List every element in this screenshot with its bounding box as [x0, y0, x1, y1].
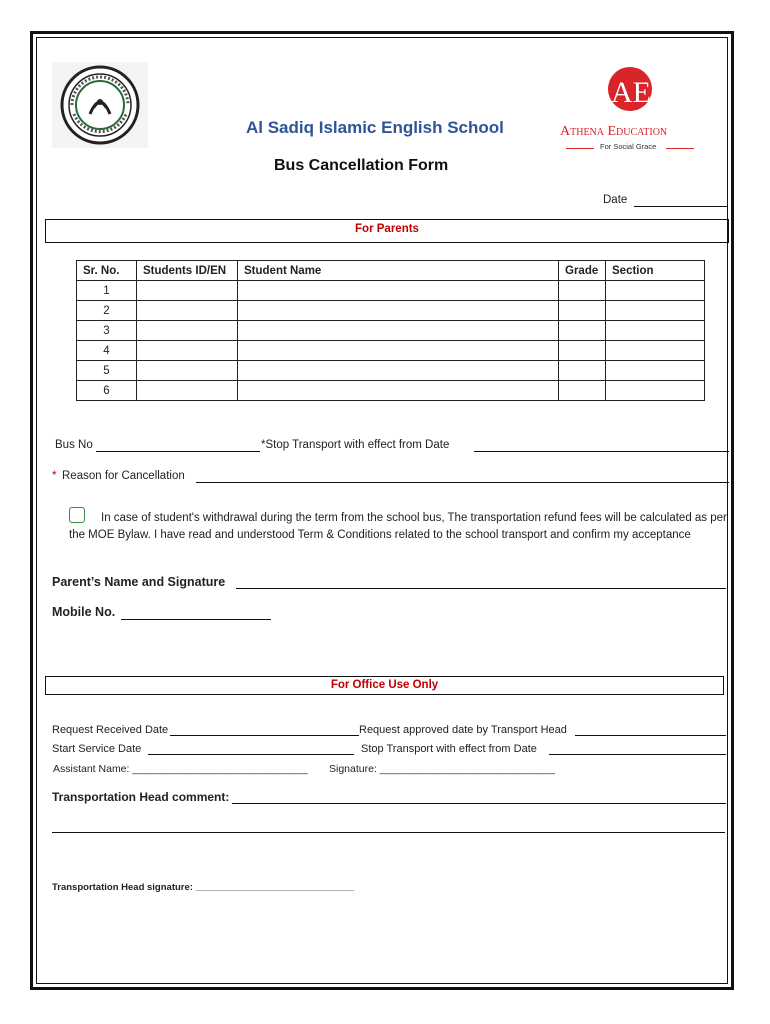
stop-transport-date-field[interactable]: [474, 451, 729, 452]
table-row: [77, 381, 705, 401]
date-label: Date: [603, 194, 628, 206]
column-header: Section: [606, 261, 705, 281]
student-name-cell[interactable]: [238, 341, 559, 361]
office-section-header: [45, 676, 724, 695]
grade-cell[interactable]: [559, 321, 606, 341]
request-received-field[interactable]: [170, 735, 359, 736]
grade-cell[interactable]: [559, 361, 606, 381]
athena-logo-name: Athena Education: [560, 124, 668, 139]
student-name-cell[interactable]: [238, 381, 559, 401]
head-comment-field[interactable]: [232, 803, 726, 804]
column-header: Student Name: [238, 261, 559, 281]
student-name-cell[interactable]: [238, 301, 559, 321]
head-comment-label: Transportation Head comment:: [52, 790, 230, 804]
student-id-cell[interactable]: [137, 281, 238, 301]
parent-signature-label: Parent’s Name and Signature: [52, 575, 226, 589]
column-header: Students ID/EN: [137, 261, 238, 281]
grade-cell[interactable]: [559, 281, 606, 301]
reason-field[interactable]: [196, 482, 729, 483]
table-row: [77, 281, 705, 301]
section-cell[interactable]: [606, 321, 705, 341]
student-id-cell[interactable]: [137, 361, 238, 381]
stop-transport-label: *Stop Transport with effect from Date: [261, 439, 450, 451]
signature-label: Signature: ______________________________: [329, 763, 555, 775]
head-signature-label: Transportation Head signature: ______________________________: [52, 882, 355, 893]
student-name-cell[interactable]: [238, 281, 559, 301]
request-received-label: Request Received Date: [52, 724, 169, 736]
grade-cell[interactable]: [559, 381, 606, 401]
column-header: Sr. No.: [77, 261, 137, 281]
student-id-cell[interactable]: [137, 381, 238, 401]
section-cell[interactable]: [606, 281, 705, 301]
row-number: 5: [77, 361, 137, 381]
school-seal-logo: [52, 62, 148, 148]
parents-section-title: For Parents: [355, 223, 419, 235]
bus-no-field[interactable]: [96, 451, 260, 452]
athena-logo-tagline: For Social Grace: [566, 142, 694, 154]
parents-section-header: [45, 219, 729, 243]
table-header-row: [77, 261, 705, 281]
start-service-label: Start Service Date: [52, 743, 142, 755]
row-number: 4: [77, 341, 137, 361]
mobile-field[interactable]: [121, 619, 271, 620]
row-number: 3: [77, 321, 137, 341]
student-id-cell[interactable]: [137, 301, 238, 321]
student-id-cell[interactable]: [137, 341, 238, 361]
student-name-cell[interactable]: [238, 321, 559, 341]
grade-cell[interactable]: [559, 341, 606, 361]
assistant-name-label: Assistant Name: ______________________________: [53, 763, 308, 775]
athena-logo-letters: AE: [611, 76, 651, 109]
reason-label: Reason for Cancellation: [62, 470, 185, 482]
mobile-label: Mobile No.: [52, 605, 116, 619]
school-name: Al Sadiq Islamic English School: [246, 118, 504, 137]
request-approved-label: Request approved date by Transport Head: [359, 724, 567, 736]
parent-signature-field[interactable]: [236, 588, 726, 589]
office-section-title: For Office Use Only: [330, 679, 439, 691]
athena-logo: [556, 62, 706, 158]
student-name-cell[interactable]: [238, 361, 559, 381]
section-cell[interactable]: [606, 381, 705, 401]
required-asterisk: *: [52, 470, 57, 482]
section-cell[interactable]: [606, 341, 705, 361]
table-row: [77, 341, 705, 361]
students-table: [76, 260, 705, 401]
date-field[interactable]: [634, 206, 727, 207]
row-number: 2: [77, 301, 137, 321]
table-row: [77, 321, 705, 341]
student-id-cell[interactable]: [137, 321, 238, 341]
table-row: [77, 301, 705, 321]
bus-no-label: Bus No: [55, 439, 93, 451]
row-number: 6: [77, 381, 137, 401]
start-service-field[interactable]: [148, 754, 354, 755]
form-title: Bus Cancellation Form: [274, 157, 449, 174]
grade-cell[interactable]: [559, 301, 606, 321]
office-stop-transport-field[interactable]: [549, 754, 726, 755]
declaration-text: In case of student's withdrawal during the term from the school bus, The transportation refund fees will be calculated as per the MOE Bylaw. I have read and understood Term & Conditions related to the school transport and confirm my acceptance: [69, 512, 727, 541]
section-cell[interactable]: [606, 361, 705, 381]
office-stop-transport-label: Stop Transport with effect from Date: [361, 743, 537, 755]
request-approved-field[interactable]: [575, 735, 726, 736]
row-number: 1: [77, 281, 137, 301]
section-cell[interactable]: [606, 301, 705, 321]
table-row: [77, 361, 705, 381]
column-header: Grade: [559, 261, 606, 281]
head-comment-field-2[interactable]: [52, 832, 725, 833]
